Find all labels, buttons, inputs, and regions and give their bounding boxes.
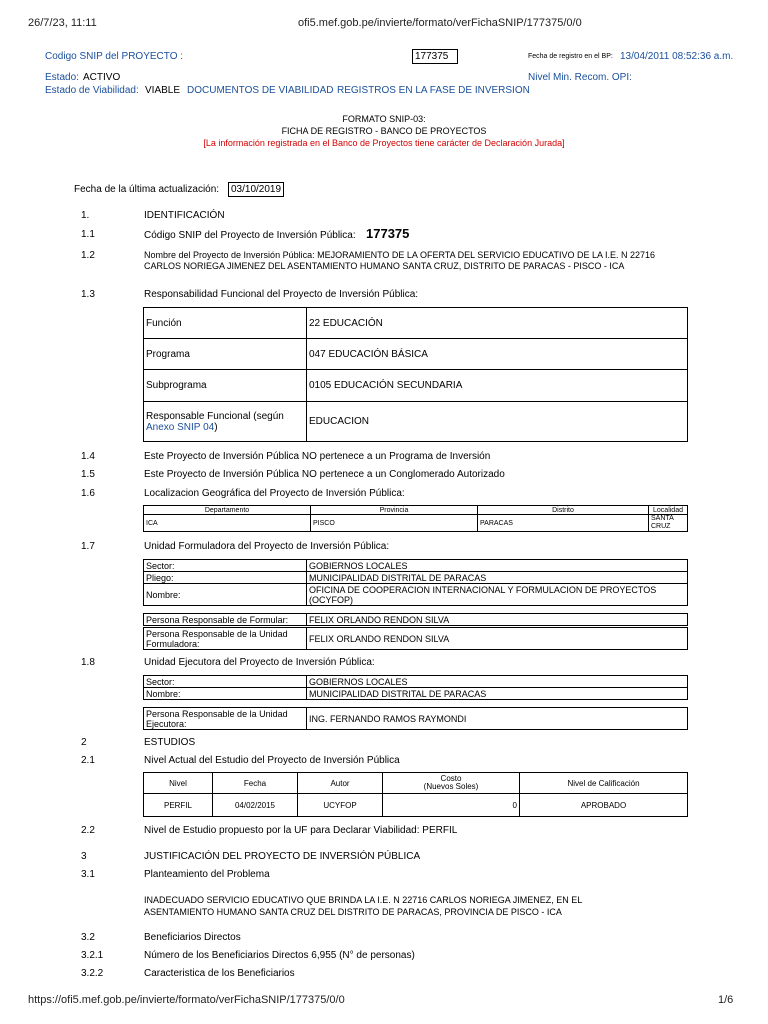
table-header: Localidad — [649, 506, 688, 515]
section-number: 3 — [81, 851, 87, 862]
beneficiarios-directos-label: Beneficiarios Directos — [144, 932, 241, 943]
table-header — [383, 773, 520, 794]
table-row — [144, 688, 688, 700]
table-cell: ICA — [144, 515, 311, 532]
section-identificacion: IDENTIFICACIÓN — [144, 210, 225, 221]
unidad-formuladora-label: Unidad Formuladora del Proyecto de Inversión Pública: — [144, 541, 390, 552]
table-cell: Sector: — [144, 560, 307, 572]
registros-fase-inversion-link[interactable]: REGISTROS EN LA FASE DE INVERSION — [337, 85, 530, 96]
table-cell — [144, 402, 307, 442]
table-row — [144, 515, 688, 532]
table-cell: FELIX ORLANDO RENDON SILVA — [307, 614, 688, 626]
table-row — [144, 339, 688, 370]
paren-close: ) — [214, 421, 218, 433]
table-row — [144, 614, 688, 626]
table-row — [144, 560, 688, 572]
caracteristica-beneficiarios: Caracteristica de los Beneficiarios — [144, 968, 295, 979]
table-header: Distrito — [478, 506, 649, 515]
anexo-snip04-link[interactable]: Anexo SNIP 04 — [146, 421, 215, 433]
table-header: Departamento — [144, 506, 311, 515]
section-number: 3.2.1 — [81, 950, 104, 961]
table-cell: 047 EDUCACIÓN BÁSICA — [307, 339, 688, 370]
print-page-number: 1/6 — [718, 994, 734, 1006]
table-cell: Persona Responsable de la Unidad Formuladora: — [144, 628, 307, 650]
table-row — [144, 676, 688, 688]
table-cell: 0105 EDUCACIÓN SECUNDARIA — [307, 370, 688, 402]
codigo-snip-label: Codigo SNIP del PROYECTO : — [45, 51, 184, 62]
section-number: 2.2 — [81, 825, 95, 836]
nombre-proyecto: Nombre del Proyecto de Inversión Pública: MEJORAMIENTO DE LA OFERTA DEL SERVICIO EDUCATIVO DE LA I.E. N 22716 CARLOS NORIEGA JIMENEZ DEL ASENTAMIENTO HUMANO SANTA CRUZ, DISTRITO DE PARACAS - PISCO - ICA — [144, 250, 656, 271]
section-number: 2.1 — [81, 755, 95, 766]
programa-inversion-note: Este Proyecto de Inversión Pública NO pertenece a un Programa de Inversión — [144, 451, 491, 462]
codigo-snip-value-2: 177375 — [366, 226, 410, 241]
planteamiento-problema-label: Planteamiento del Problema — [144, 869, 270, 880]
table-cell: GOBIERNOS LOCALES — [307, 560, 688, 572]
conglomerado-note: Este Proyecto de Inversión Pública NO pertenece a un Conglomerado Autorizado — [144, 469, 505, 480]
form-title-line1: FORMATO SNIP-03: — [342, 114, 426, 124]
table-header: Fecha — [213, 773, 298, 794]
section-number: 1.4 — [81, 451, 95, 462]
costo-header: Costo — [440, 774, 462, 783]
table-row — [144, 708, 688, 730]
table-cell: Sector: — [144, 676, 307, 688]
table-cell: 0 — [383, 794, 520, 817]
table-cell: GOBIERNOS LOCALES — [307, 676, 688, 688]
persona-ejecutora-table — [143, 707, 688, 730]
table-header-row — [144, 506, 688, 515]
nivel-estudio-propuesto: Nivel de Estudio propuesto por la UF para Declarar Viabilidad: PERFIL — [144, 825, 458, 836]
table-cell: 22 EDUCACIÓN — [307, 308, 688, 339]
table-header: Nivel — [144, 773, 213, 794]
table-header: Nivel de Calificación — [520, 773, 688, 794]
table-cell: Programa — [144, 339, 307, 370]
table-row — [144, 308, 688, 339]
nuevos-soles-header: (Nuevos Soles) — [423, 782, 479, 791]
section-estudios: ESTUDIOS — [144, 737, 196, 748]
estado-viabilidad-label: Estado de Viabilidad: — [45, 85, 139, 96]
table-cell: APROBADO — [520, 794, 688, 817]
table-cell: UCYFOP — [298, 794, 383, 817]
table-cell: PERFIL — [144, 794, 213, 817]
table-header-row — [144, 773, 688, 794]
table-header: Autor — [298, 773, 383, 794]
responsabilidad-funcional-label: Responsabilidad Funcional del Proyecto de Inversión Pública: — [144, 289, 419, 300]
fecha-registro-label: Fecha de registro en el BP: — [528, 53, 613, 60]
table-cell: MUNICIPALIDAD DISTRITAL DE PARACAS — [307, 688, 688, 700]
persona-formuladora-table — [143, 613, 688, 626]
planteamiento-problema-text: INADECUADO SERVICIO EDUCATIVO QUE BRINDA LA I.E. N 22716 CARLOS NORIEGA JIMENEZ, EN EL ASENTAMIENTO HUMANO SANTA CRUZ DEL DISTRITO DE PARACAS, PROVINCIA DE PISCO - ICA — [144, 895, 582, 917]
estado-value: ACTIVO — [83, 72, 121, 83]
section-number: 1.1 — [81, 229, 95, 240]
table-cell: Nombre: — [144, 584, 307, 606]
unidad-formuladora-table — [143, 559, 688, 606]
section-number: 1.3 — [81, 289, 95, 300]
unidad-ejecutora-label: Unidad Ejecutora del Proyecto de Inversión Pública: — [144, 657, 375, 668]
codigo-snip-value: 177375 — [412, 49, 458, 64]
print-datetime: 26/7/23, 11:11 — [28, 17, 97, 29]
responsable-funcional-label: Responsable Funcional (según — [146, 410, 284, 422]
responsabilidad-table — [143, 307, 688, 442]
table-row — [144, 628, 688, 650]
table-cell: 04/02/2015 — [213, 794, 298, 817]
section-number: 3.2.2 — [81, 968, 104, 979]
numero-beneficiarios: Número de los Beneficiarios Directos 6,955 (N° de personas) — [144, 950, 415, 961]
table-row — [144, 794, 688, 817]
section-number: 1.7 — [81, 541, 95, 552]
table-cell: PARACAS — [478, 515, 649, 532]
table-cell: Persona Responsable de Formular: — [144, 614, 307, 626]
table-cell: OFICINA DE COOPERACION INTERNACIONAL Y FORMULACION DE PROYECTOS (OCYFOP) — [307, 584, 688, 606]
table-row — [144, 402, 688, 442]
table-cell: ING. FERNANDO RAMOS RAYMONDI — [307, 708, 688, 730]
codigo-snip-label-2: Código SNIP del Proyecto de Inversión Pública: — [144, 230, 356, 241]
nivel-min-label: Nivel Min. Recom. OPI: — [528, 72, 632, 83]
estado-label: Estado: — [45, 72, 79, 83]
ultima-actualizacion-value: 03/10/2019 — [228, 182, 284, 197]
documentos-viabilidad-link[interactable]: DOCUMENTOS DE VIABILIDAD — [187, 85, 334, 96]
section-number: 2 — [81, 737, 87, 748]
section-number: 1.6 — [81, 488, 95, 499]
print-url-top: ofi5.mef.gob.pe/invierte/formato/verFichaSNIP/177375/0/0 — [298, 17, 582, 29]
nivel-actual-estudio-label: Nivel Actual del Estudio del Proyecto de Inversión Pública — [144, 755, 400, 766]
table-cell: Función — [144, 308, 307, 339]
fecha-registro-value: 13/04/2011 08:52:36 a.m. — [620, 51, 734, 62]
estudio-table — [143, 772, 688, 817]
table-row — [144, 584, 688, 606]
table-row — [144, 572, 688, 584]
table-cell: FELIX ORLANDO RENDON SILVA — [307, 628, 688, 650]
ultima-actualizacion-label: Fecha de la última actualización: — [74, 184, 220, 195]
table-cell: Subprograma — [144, 370, 307, 402]
section-number: 3.2 — [81, 932, 95, 943]
table-cell: EDUCACION — [307, 402, 688, 442]
localizacion-table — [143, 505, 688, 532]
unidad-ejecutora-table — [143, 675, 688, 700]
table-cell: MUNICIPALIDAD DISTRITAL DE PARACAS — [307, 572, 688, 584]
section-number: 1.5 — [81, 469, 95, 480]
table-cell: Nombre: — [144, 688, 307, 700]
form-title-line2: FICHA DE REGISTRO - BANCO DE PROYECTOS — [281, 126, 487, 136]
table-header: Provincia — [311, 506, 478, 515]
table-cell: Pliego: — [144, 572, 307, 584]
table-cell: SANTA CRUZ — [649, 515, 688, 532]
table-row — [144, 370, 688, 402]
print-url-bottom: https://ofi5.mef.gob.pe/invierte/formato/verFichaSNIP/177375/0/0 — [28, 994, 345, 1006]
estado-viabilidad-value: VIABLE — [145, 85, 181, 96]
table-cell: Persona Responsable de la Unidad Ejecutora: — [144, 708, 307, 730]
persona-unidad-formuladora-table — [143, 627, 688, 650]
section-number: 1. — [81, 210, 90, 221]
table-cell: PISCO — [311, 515, 478, 532]
section-number: 1.8 — [81, 657, 95, 668]
section-number: 3.1 — [81, 869, 95, 880]
declaracion-jurada-note: [La información registrada en el Banco de Proyectos tiene carácter de Declaración Jurada] — [203, 138, 565, 148]
section-justificacion: JUSTIFICACIÓN DEL PROYECTO DE INVERSIÓN PÚBLICA — [144, 851, 421, 862]
localizacion-label: Localizacion Geográfica del Proyecto de Inversión Pública: — [144, 488, 405, 499]
section-number: 1.2 — [81, 250, 95, 261]
